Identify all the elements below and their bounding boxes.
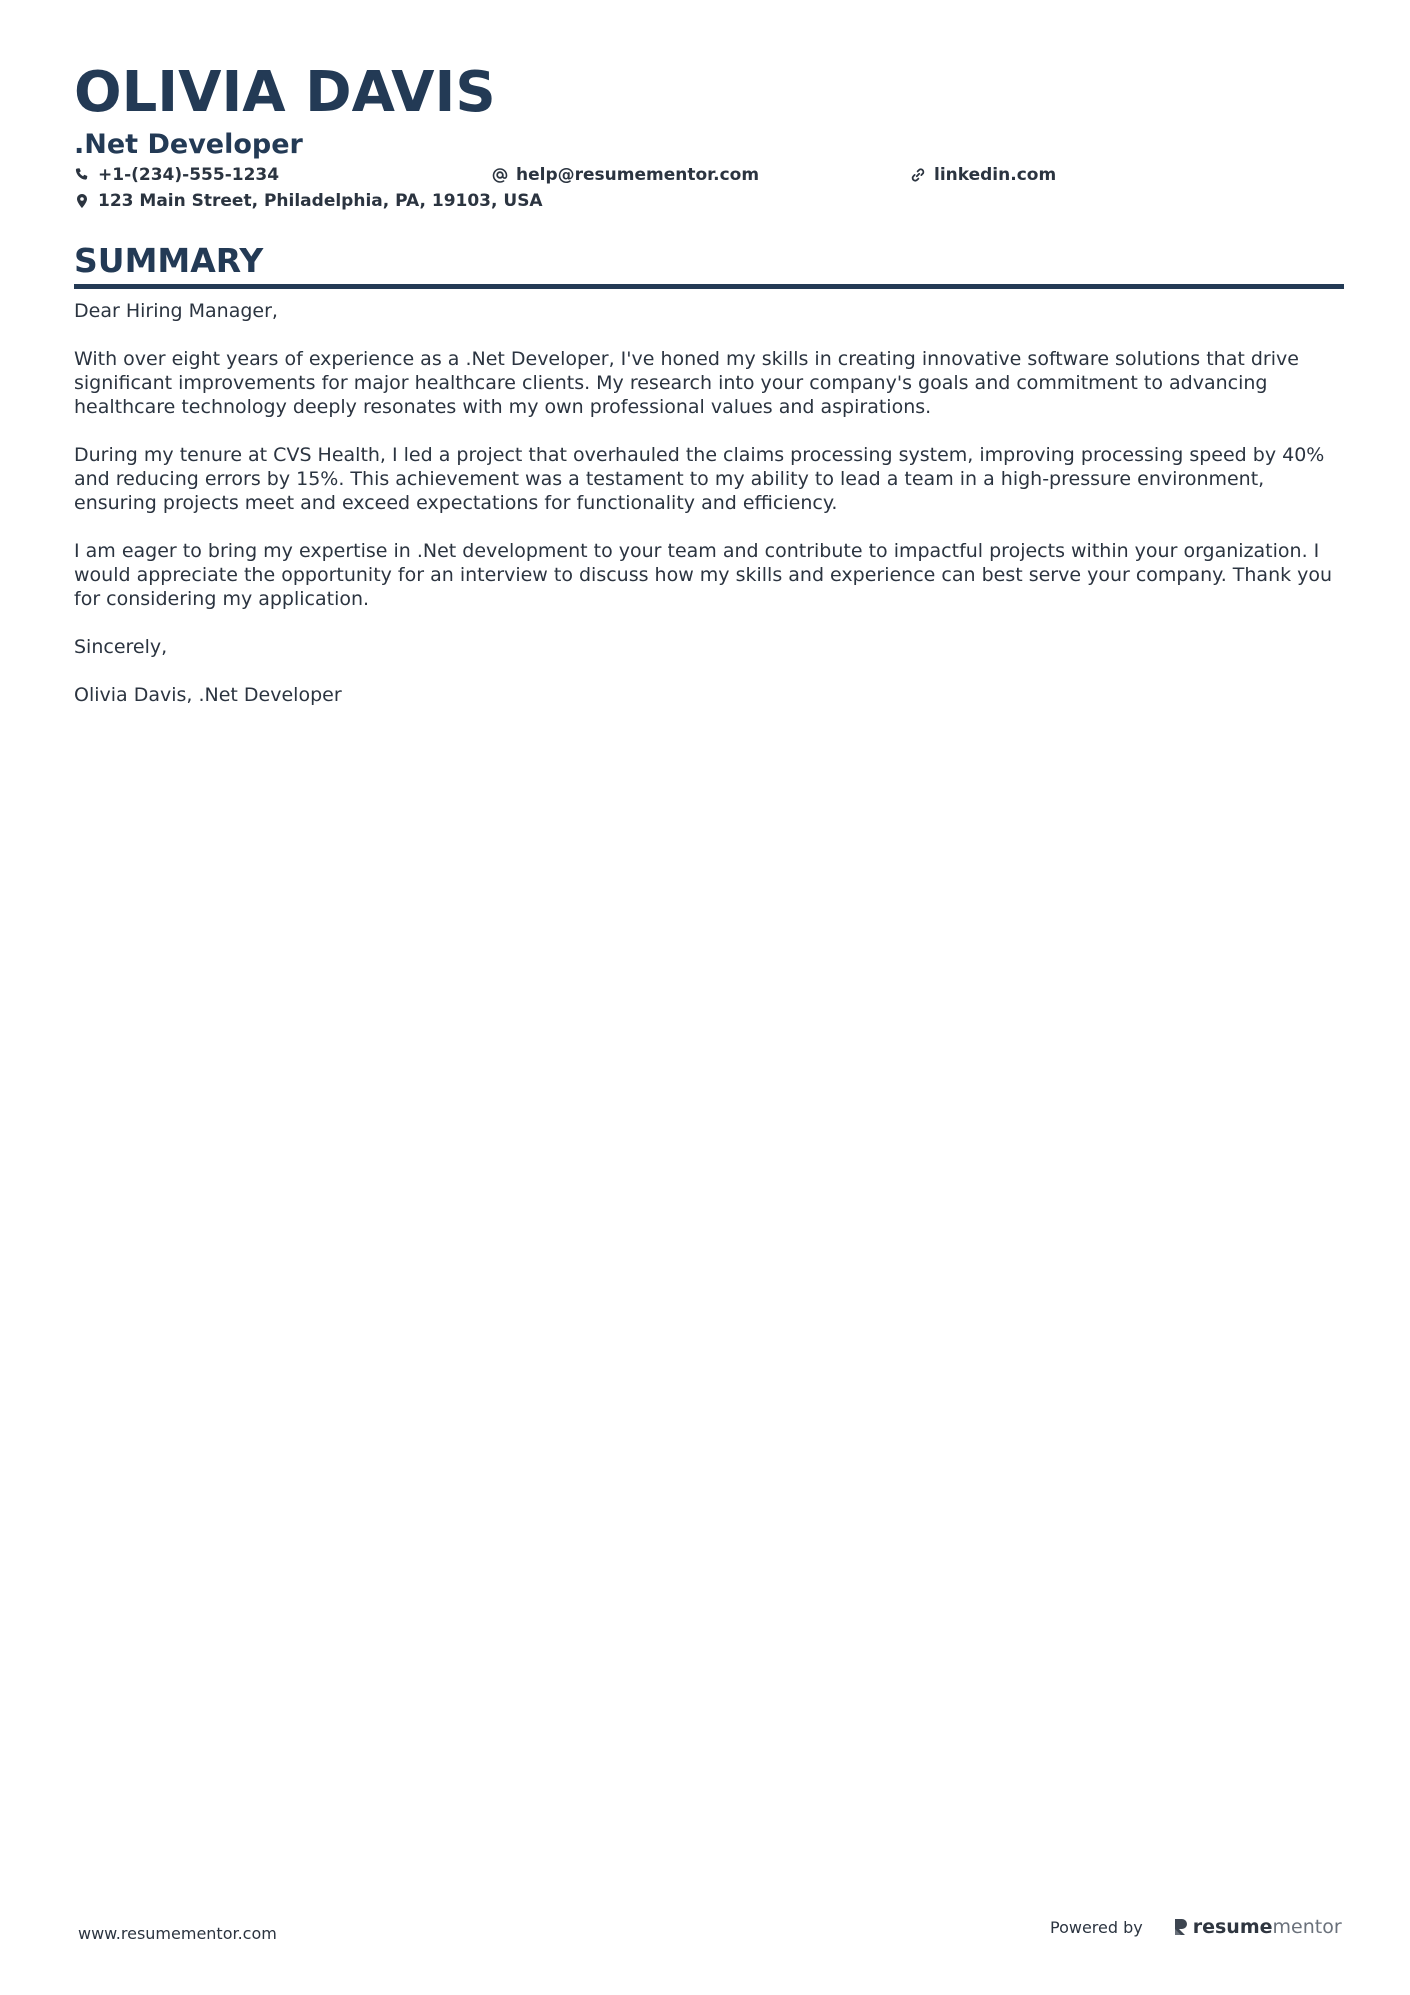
job-title: .Net Developer: [74, 129, 303, 160]
brand-logo[interactable]: [1173, 1916, 1342, 1938]
summary-section: [74, 240, 1344, 731]
greeting: Dear Hiring Manager,: [74, 300, 278, 322]
signature: Olivia Davis, .Net Developer: [74, 684, 342, 706]
contact-phone: [74, 162, 279, 188]
paragraph-2: During my tenure at CVS Health, I led a project that overhauled the claims processing system, improving processing speed by 40% and reducing errors by 15%. This achievement was a testament to my ability to lead a team in a high-pressure environment, ensuring projects meet and exceed expectations for functionality and efficiency.: [74, 444, 1325, 514]
contact-info: [74, 162, 1344, 218]
address-text: 123 Main Street, Philadelphia, PA, 19103, USA: [98, 191, 543, 211]
paragraph-1: With over eight years of experience as a .Net Developer, I've honed my skills in creating innovative software solutions that drive significant improvements for major healthcare clients. My research into your company's goals and commitment to advancing healthcare technology deeply resonates with my own professional values and aspirations.: [74, 348, 1299, 418]
footer-website[interactable]: www.resumementor.com: [78, 1924, 277, 1943]
footer-branding: [1050, 1916, 1342, 1938]
brand-mark-icon: [1173, 1917, 1189, 1937]
paragraph-3: I am eager to bring my expertise in .Net development to your team and contribute to impactful projects within your organization. I would appreciate the opportunity for an interview to discuss how my skills and experience can best serve your company. Thank you for considering my application.: [74, 540, 1333, 610]
section-divider: [74, 284, 1344, 289]
link-icon: [910, 167, 926, 183]
cover-letter-body: [74, 299, 1344, 707]
location-pin-icon: [74, 193, 90, 209]
phone-icon: [74, 167, 90, 183]
candidate-name: OLIVIA DAVIS: [74, 60, 496, 125]
contact-address: [74, 188, 543, 214]
email-text[interactable]: help@resumementor.com: [516, 165, 760, 185]
brand-text-mentor: mentor: [1272, 1916, 1342, 1938]
phone-text: +1-(234)-555-1234: [98, 165, 280, 185]
brand-text-resume: resume: [1192, 1916, 1273, 1938]
section-title: SUMMARY: [74, 241, 264, 280]
header: [74, 58, 1344, 218]
at-icon: [492, 167, 508, 183]
linkedin-text[interactable]: linkedin.com: [934, 165, 1057, 185]
closing: Sincerely,: [74, 636, 168, 658]
contact-email[interactable]: [492, 162, 759, 188]
contact-linkedin[interactable]: [910, 162, 1056, 188]
powered-by-label: Powered by: [1050, 1917, 1143, 1937]
